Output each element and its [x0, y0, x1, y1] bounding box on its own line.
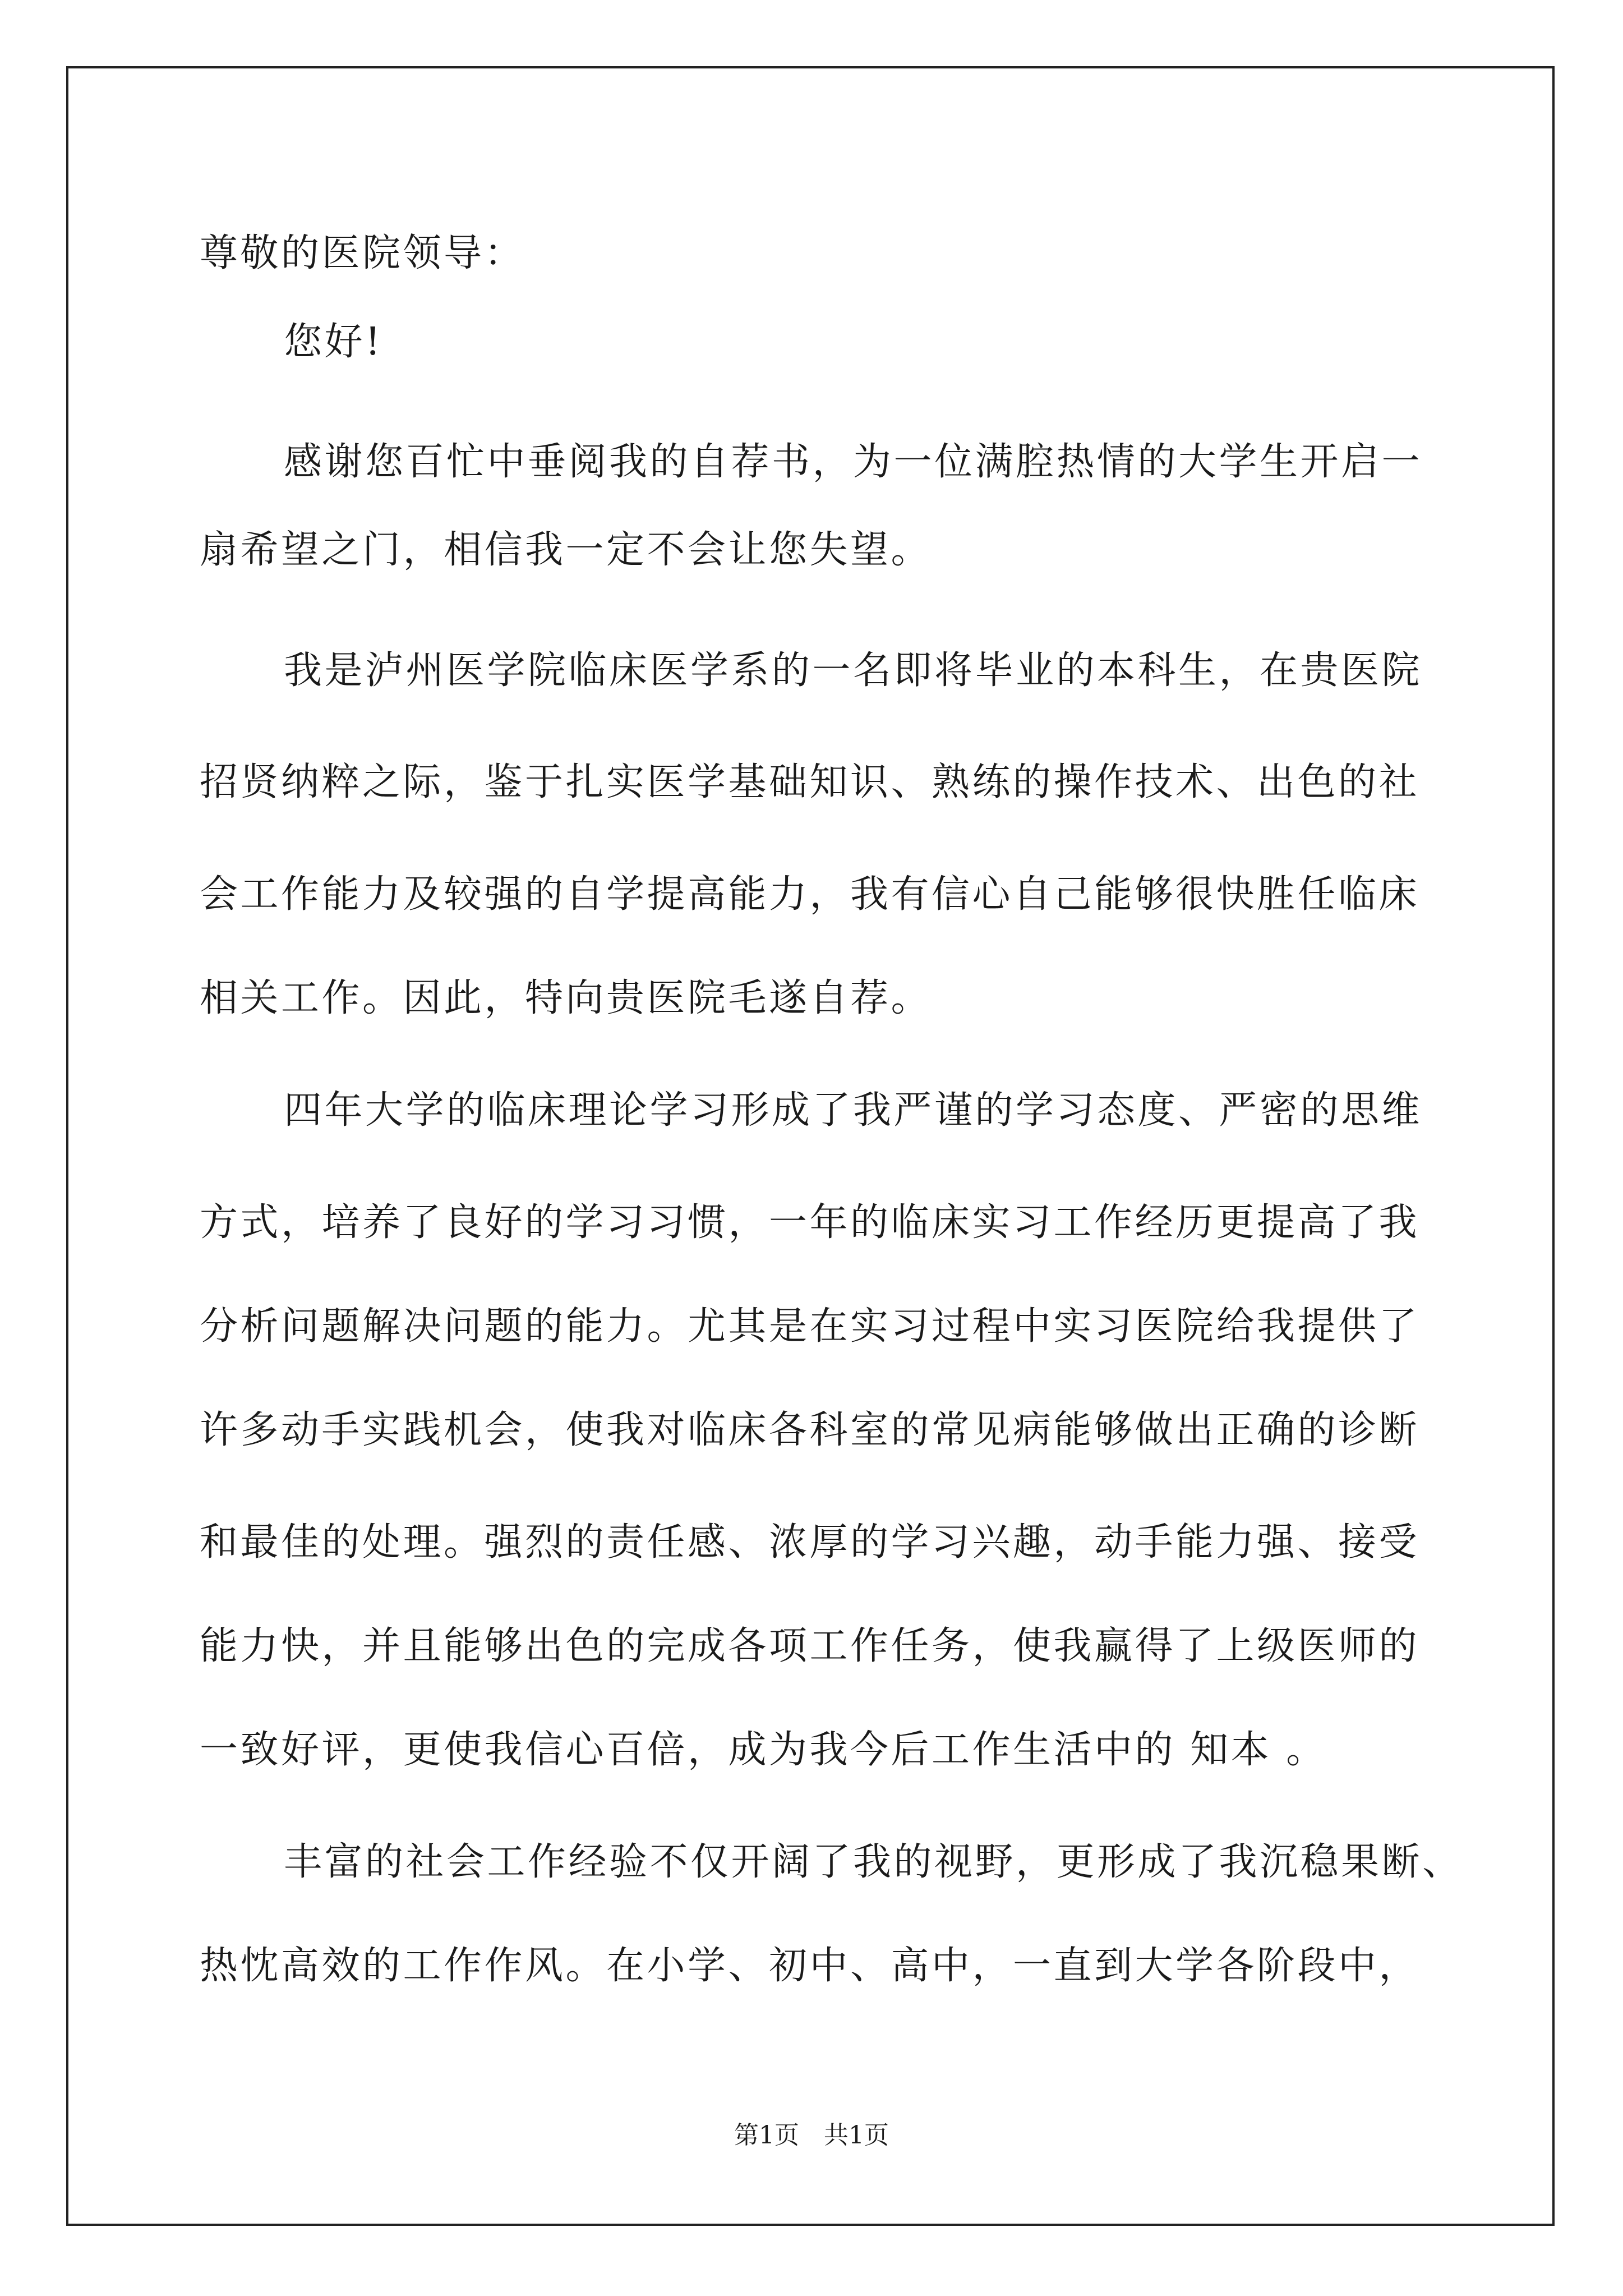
body-line: 会工作能力及较强的自学提高能力，我有信心自己能够很快胜任临床: [200, 872, 1420, 917]
body-line: 和最佳的处理。强烈的责任感、浓厚的学习兴趣，动手能力强、接受: [200, 1520, 1420, 1565]
body-line: 相关工作。因此，特向贵医院毛遂自荐。: [200, 976, 932, 1020]
body-line: 一致好评，更使我信心百倍，成为我今后工作生活中的 知本 。: [200, 1728, 1327, 1772]
body-line: 分析问题解决问题的能力。尤其是在实习过程中实习医院给我提供了: [200, 1304, 1420, 1349]
body-line: 方式，培养了良好的学习习惯，一年的临床实习工作经历更提高了我: [200, 1200, 1420, 1245]
greeting: 您好!: [284, 320, 383, 364]
body-line: 我是泸州医学院临床医学系的一名即将毕业的本科生，在贵医院: [284, 648, 1423, 693]
page-border: [66, 66, 1555, 2226]
body-line: 招贤纳粹之际，鉴于扎实医学基础知识、熟练的操作技术、出色的社: [200, 760, 1420, 804]
body-line: 能力快，并且能够出色的完成各项工作任务，使我赢得了上级医师的: [200, 1624, 1420, 1668]
body-line: 四年大学的临床理论学习形成了我严谨的学习态度、严密的思维: [284, 1088, 1423, 1133]
page-number-footer: 第1页 共1页: [734, 2121, 889, 2150]
body-line: 热忱高效的工作作风。在小学、初中、高中，一直到大学各阶段中，: [200, 1944, 1420, 1988]
body-line: 扇希望之门，相信我一定不会让您失望。: [200, 528, 932, 572]
body-line: 感谢您百忙中垂阅我的自荐书，为一位满腔热情的大学生开启一: [284, 440, 1423, 484]
salutation: 尊敬的医院领导：: [200, 231, 525, 275]
body-line: 许多动手实践机会，使我对临床各科室的常见病能够做出正确的诊断: [200, 1408, 1420, 1452]
body-line: 丰富的社会工作经验不仅开阔了我的视野，更形成了我沉稳果断、: [284, 1840, 1463, 1884]
